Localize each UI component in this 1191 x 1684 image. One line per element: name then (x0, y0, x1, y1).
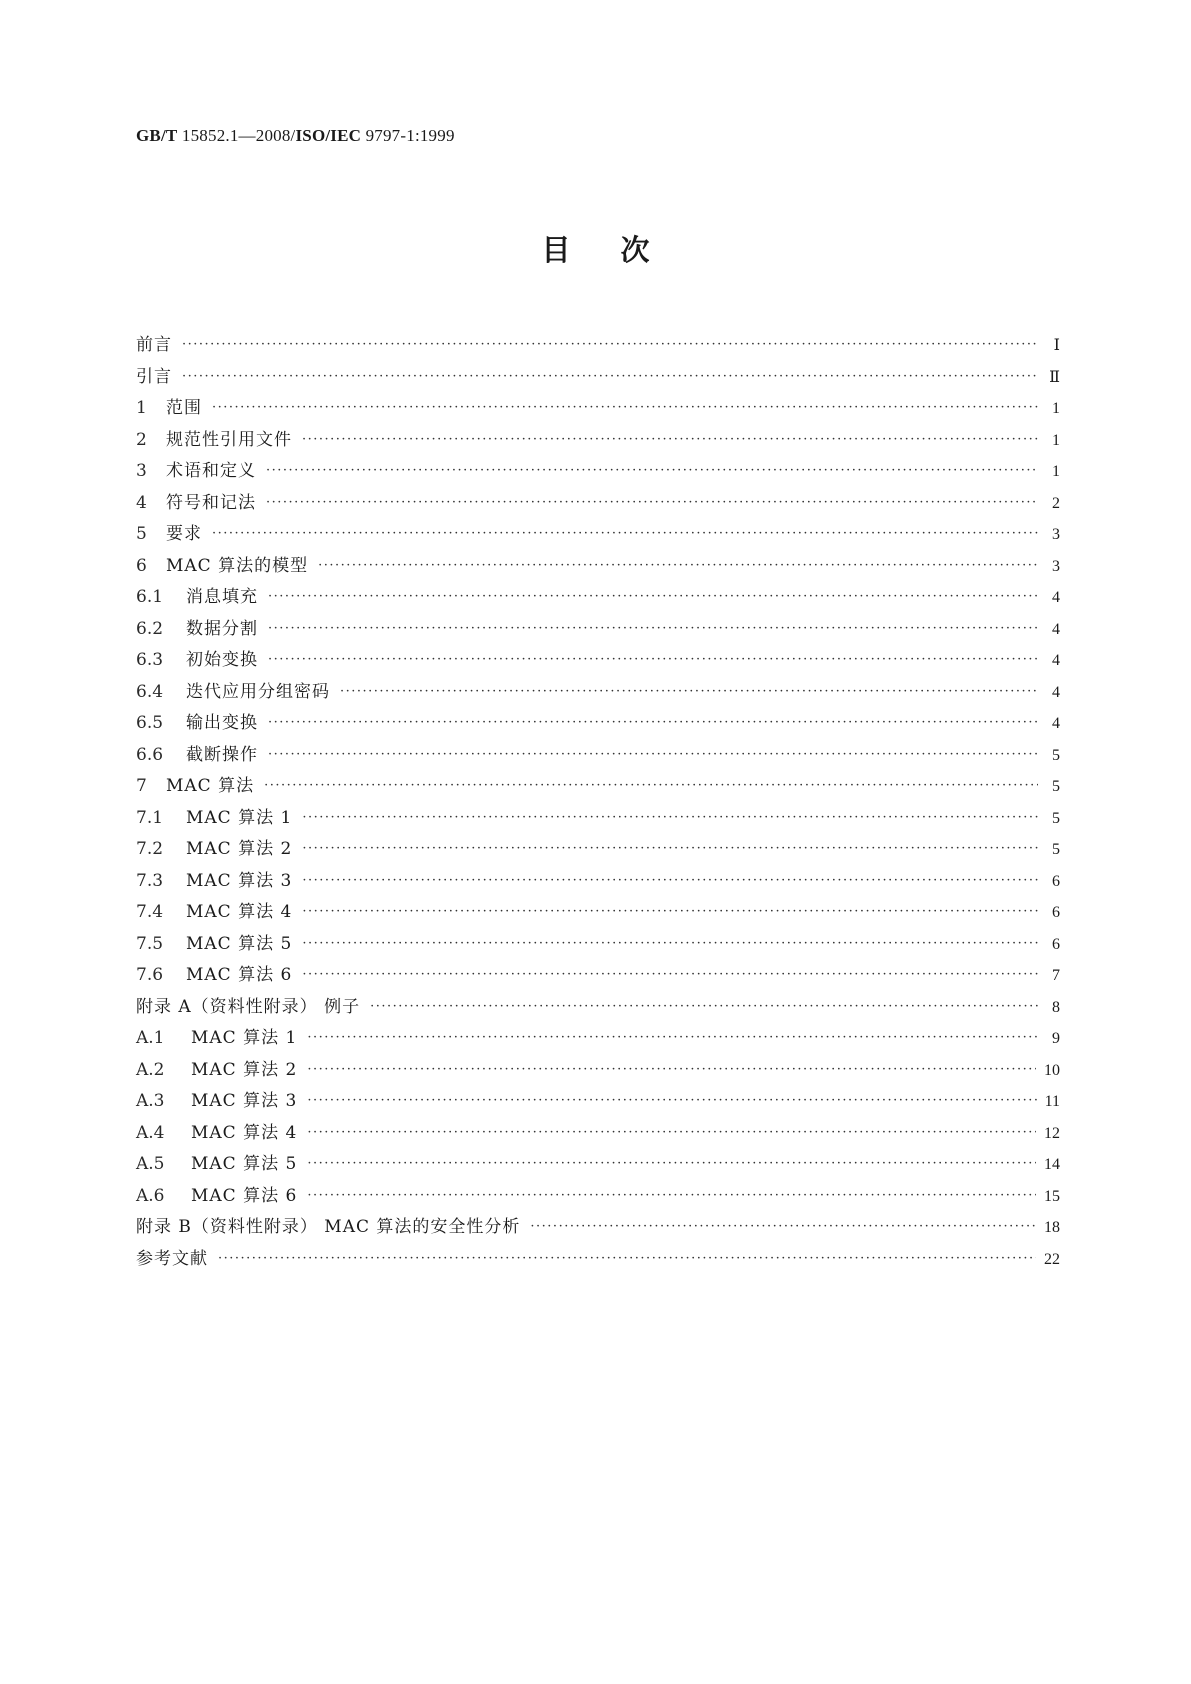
toc-entry-number: A.4 (136, 1122, 165, 1143)
toc-leader-dots (302, 904, 1038, 919)
toc-entry-number: 5 (136, 524, 147, 544)
toc-entry-number: A.1 (136, 1028, 165, 1048)
toc-entry-label: 前言 (136, 335, 172, 355)
toc-leader-dots (340, 684, 1038, 699)
toc-leader-dots (530, 1219, 1036, 1234)
toc-entry-page: 10 (1044, 1061, 1060, 1079)
toc-leader-dots (307, 1030, 1038, 1045)
toc-leader-dots (268, 621, 1038, 636)
toc-entry-label: 附录 A（资料性附录） 例子 (136, 996, 361, 1017)
toc-entry[interactable] (136, 645, 1060, 677)
toc-entry-page: 1 (1052, 463, 1060, 480)
toc-entry[interactable] (136, 519, 1060, 551)
toc-entry-number: 6 (136, 555, 147, 576)
toc-entry[interactable] (136, 582, 1060, 614)
toc-entry-label: MAC 算法 3 (186, 870, 293, 891)
toc-entry-number: 7.2 (136, 839, 164, 859)
toc-entry[interactable] (136, 1055, 1060, 1087)
toc-entry-label: MAC 算法 2 (191, 1059, 298, 1080)
toc-entry-label: MAC 算法 5 (191, 1154, 298, 1174)
toc-entry[interactable] (136, 393, 1060, 425)
toc-entry-page: 2 (1052, 494, 1060, 512)
toc-entry-number: 6.3 (136, 650, 164, 670)
toc-entry-number: 4 (136, 492, 147, 513)
toc-leader-dots (307, 1188, 1036, 1203)
toc-entry-number: 6.1 (136, 587, 164, 607)
toc-entry[interactable] (136, 771, 1060, 803)
toc-leader-dots (268, 747, 1038, 762)
iso-prefix: ISO/IEC (295, 126, 362, 145)
toc-entry-label: 参考文献 (136, 1248, 208, 1269)
toc-entry[interactable] (136, 677, 1060, 709)
toc-leader-dots (266, 495, 1038, 510)
toc-leader-dots (268, 715, 1038, 730)
toc-entry[interactable] (136, 456, 1060, 488)
toc-leader-dots (302, 432, 1038, 447)
toc-entry-number: 7.6 (136, 965, 164, 985)
toc-entry-number: A.6 (136, 1185, 165, 1206)
toc-leader-dots (218, 1251, 1036, 1266)
toc-leader-dots (302, 841, 1038, 856)
toc-entry[interactable] (136, 1086, 1060, 1118)
toc-entry-number: 7.1 (136, 807, 164, 828)
toc-entry-page: 3 (1052, 557, 1060, 575)
toc-entry-page: 5 (1052, 746, 1060, 764)
toc-entry-page: 4 (1052, 652, 1060, 669)
toc-entry[interactable] (136, 834, 1060, 866)
toc-entry-label: MAC 算法 5 (186, 933, 293, 954)
toc-entry[interactable] (136, 1023, 1060, 1055)
toc-entry-label: MAC 算法 2 (186, 839, 293, 859)
toc-entry-page: 4 (1052, 715, 1060, 732)
toc-entry-page: 15 (1044, 1187, 1060, 1205)
toc-entry-page: 9 (1052, 1030, 1060, 1047)
toc-leader-dots (307, 1062, 1036, 1077)
toc-entry-label: 规范性引用文件 (166, 429, 292, 450)
toc-leader-dots (264, 778, 1038, 793)
toc-entry-label: 范围 (166, 398, 202, 418)
toc-entry[interactable] (136, 330, 1060, 362)
toc-entry[interactable] (136, 929, 1060, 961)
toc-entry-label: MAC 算法 1 (186, 807, 293, 828)
toc-entry[interactable] (136, 803, 1060, 835)
toc-entry-label: 迭代应用分组密码 (186, 681, 330, 702)
toc-entry-page: 7 (1052, 967, 1060, 984)
toc-entry-number: 6.5 (136, 713, 164, 733)
table-of-contents (136, 330, 1060, 1275)
toc-entry-number: 2 (136, 429, 147, 450)
toc-leader-dots (268, 589, 1038, 604)
toc-entry-page: 18 (1044, 1219, 1060, 1236)
toc-entry[interactable] (136, 992, 1060, 1024)
toc-entry-number: A.2 (136, 1059, 165, 1080)
toc-entry[interactable] (136, 740, 1060, 772)
page-title: 目次 (541, 233, 700, 267)
toc-entry-label: MAC 算法的模型 (166, 555, 309, 576)
toc-leader-dots (182, 337, 1038, 352)
standard-number: 15852.1—2008/ (181, 126, 296, 145)
toc-entry-number: 1 (136, 398, 147, 418)
toc-entry[interactable] (136, 614, 1060, 646)
toc-entry-page: 6 (1052, 904, 1060, 921)
toc-entry-page: Ⅱ (1049, 368, 1060, 386)
toc-entry-page: 8 (1052, 998, 1060, 1016)
iso-number: 9797-1:1999 (365, 126, 455, 145)
toc-leader-dots (302, 810, 1038, 825)
toc-entry-page: Ⅰ (1053, 337, 1060, 354)
toc-entry-number: 7.3 (136, 870, 164, 891)
toc-entry-number: 7 (136, 776, 147, 796)
toc-entry-label: 消息填充 (186, 587, 258, 607)
toc-leader-dots (318, 558, 1038, 573)
toc-entry-label: MAC 算法 6 (186, 965, 293, 985)
toc-entry-label: MAC 算法 4 (191, 1122, 298, 1143)
toc-entry-page: 3 (1052, 526, 1060, 543)
toc-entry[interactable] (136, 708, 1060, 740)
toc-entry-label: MAC 算法 1 (191, 1028, 298, 1048)
toc-entry-page: 4 (1052, 620, 1060, 638)
toc-entry-label: 符号和记法 (166, 492, 256, 513)
toc-entry-page: 1 (1052, 431, 1060, 449)
toc-entry-page: 14 (1044, 1156, 1060, 1173)
toc-entry[interactable] (136, 1212, 1060, 1244)
toc-entry[interactable] (136, 897, 1060, 929)
standard-prefix: GB/T (136, 126, 178, 145)
toc-entry-number: 6.4 (136, 681, 164, 702)
toc-entry-page: 12 (1044, 1124, 1060, 1142)
toc-leader-dots (266, 463, 1038, 478)
toc-entry-label: 引言 (136, 366, 172, 387)
toc-entry-label: MAC 算法 4 (186, 902, 293, 922)
toc-entry-number: 6.2 (136, 618, 164, 639)
toc-entry-number: 7.4 (136, 902, 164, 922)
toc-entry-number: 7.5 (136, 933, 164, 954)
toc-leader-dots (212, 526, 1038, 541)
toc-entry-label: 要求 (166, 524, 202, 544)
toc-entry-number: A.3 (136, 1091, 165, 1111)
toc-entry-label: 术语和定义 (166, 461, 256, 481)
toc-leader-dots (307, 1156, 1036, 1171)
toc-leader-dots (268, 652, 1038, 667)
toc-entry-page: 6 (1052, 935, 1060, 953)
toc-leader-dots (212, 400, 1038, 415)
toc-entry[interactable] (136, 866, 1060, 898)
toc-leader-dots (370, 999, 1038, 1014)
toc-entry[interactable] (136, 551, 1060, 583)
toc-entry-page: 4 (1052, 589, 1060, 606)
toc-entry[interactable] (136, 362, 1060, 394)
toc-entry-label: 数据分割 (186, 618, 258, 639)
toc-entry-number: A.5 (136, 1154, 165, 1174)
toc-entry-label: MAC 算法 3 (191, 1091, 298, 1111)
toc-entry[interactable] (136, 1149, 1060, 1181)
toc-entry-label: MAC 算法 6 (191, 1185, 298, 1206)
toc-entry[interactable] (136, 1118, 1060, 1150)
toc-entry-page: 5 (1052, 778, 1060, 795)
toc-entry[interactable] (136, 1244, 1060, 1276)
toc-entry-page: 11 (1044, 1093, 1060, 1110)
toc-entry[interactable] (136, 960, 1060, 992)
toc-leader-dots (302, 967, 1038, 982)
document-code (136, 126, 455, 146)
toc-entry-label: 初始变换 (186, 650, 258, 670)
toc-entry-number: 3 (136, 461, 147, 481)
toc-entry-label: 截断操作 (186, 744, 258, 765)
toc-leader-dots (182, 369, 1038, 384)
toc-entry-label: MAC 算法 (166, 776, 255, 796)
toc-entry-label: 输出变换 (186, 713, 258, 733)
toc-leader-dots (307, 1125, 1036, 1140)
toc-entry-page: 5 (1052, 809, 1060, 827)
toc-entry-number: 6.6 (136, 744, 164, 765)
toc-entry-page: 1 (1052, 400, 1060, 417)
toc-leader-dots (302, 873, 1038, 888)
toc-entry-page: 22 (1044, 1250, 1060, 1268)
toc-leader-dots (302, 936, 1038, 951)
toc-entry[interactable] (136, 1181, 1060, 1213)
toc-entry-page: 4 (1052, 683, 1060, 701)
toc-leader-dots (307, 1093, 1036, 1108)
toc-entry-label: 附录 B（资料性附录） MAC 算法的安全性分析 (136, 1217, 521, 1237)
toc-entry[interactable] (136, 488, 1060, 520)
toc-entry-page: 6 (1052, 872, 1060, 890)
toc-entry[interactable] (136, 425, 1060, 457)
toc-entry-page: 5 (1052, 841, 1060, 858)
